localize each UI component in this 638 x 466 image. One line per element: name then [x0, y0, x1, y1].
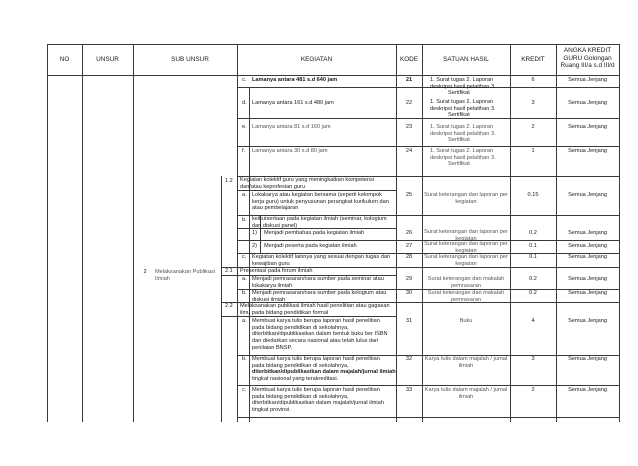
section-2-2-number: 2.2	[225, 303, 233, 309]
section-1-2-b1-kredit: 0.2	[529, 230, 537, 236]
section-2-1-a-kode: 29	[405, 276, 413, 282]
col-divider	[249, 87, 250, 422]
section-2-2-a-letter: a.	[242, 318, 247, 324]
row-kegiatan-c: Lamanya antara 481 s.d 640 jam	[252, 77, 338, 83]
section-1-2-a-letter: a.	[242, 192, 247, 198]
section-2-2-c-satuan: Karya tulis dalam majalah / jurnal ilmiah	[424, 387, 508, 400]
row-kode-c: 21	[405, 77, 413, 83]
section-1-2-a-satuan: Surat keterangan dan laporan per kegiatan	[424, 192, 508, 205]
row-kredit-c: 6	[531, 77, 535, 83]
section-2-1-a-kredit: 0.2	[529, 276, 537, 282]
row-kegiatan-f: Lamanya antara 30 s.d 80 jam	[252, 148, 328, 154]
section-1-2-b1-satuan: Surat keterangan dan laporan per kegiatan	[424, 229, 508, 242]
row-letter-f: f.	[242, 148, 246, 154]
section-2-2-c-text: Membuat karya tulis berupa laporan hasil penelitian pada bidang pendidikan di sekolahnya, diterbitkan/dipublikasikan dalam majalah/jurnal ilmiah tingkat provinsi.	[252, 387, 384, 414]
section-2-2-title: Melaksanakan publikasi ilmiah hasil penelitian atau gagasan ilmu pada bidang pendidikan formal	[240, 303, 390, 316]
section-2-2-a-satuan: Buku	[459, 318, 473, 324]
section-1-2-a-kredit: 0.15	[527, 192, 539, 198]
row-line	[237, 146, 619, 147]
section-2-1-a-satuan: Surat keterangan dan makalah pemrasaran	[427, 276, 505, 289]
row-kredit-e: 2	[531, 124, 535, 130]
section-1-2-b2-jenjang: Semua Jenjang	[568, 243, 607, 249]
section-2-1-b-kode: 30	[405, 290, 413, 296]
section-1-2-b2-kredit: 0.1	[529, 243, 537, 249]
section-2-1-b-text: Menjadi pemrasaran/nara sumber pada kologium atau diskusi ilmiah	[252, 290, 387, 303]
section-1-2-c-text: Kegiatan kolektif lainnya yang sesuai dengan tugas dan kewajiban guru	[252, 254, 391, 267]
row-line	[237, 385, 619, 386]
section-1-2-b-letter: b.	[242, 217, 247, 223]
row-kode-e: 23	[405, 124, 413, 130]
section-2-1-title: Presentasi pada forum ilmiah	[240, 268, 313, 274]
section-1-2-b-text: keikutsertaan pada kegiatan ilmiah (seminar, kologium dan diskusi panel)	[252, 216, 387, 229]
col-divider	[221, 176, 222, 422]
section-2-1-number: 2.1	[225, 268, 233, 274]
section-1-2-b2-satuan: Surat keterangan dan laporan per kegiatan	[424, 241, 508, 254]
section-2-2-b-letter: b.	[242, 356, 247, 362]
row-letter-e: e.	[242, 124, 247, 130]
row-letter-d: d.	[242, 100, 247, 106]
section-1-2-c-letter: c.	[242, 254, 247, 260]
unsur-2-label: Melaksanakan Publikasi Ilmiah	[155, 269, 216, 282]
row-jenjang-d: Semua Jenjang	[568, 100, 607, 106]
row-jenjang-c: Semua Jenjang	[568, 77, 607, 83]
section-2-2-c-kredit: 2	[531, 387, 535, 393]
row-satuan-e: 1. Surat tugas 2. Laporan deskripsi hasil pelatihan 3. Sertifikat	[430, 124, 496, 144]
header-unsur: UNSUR	[96, 56, 119, 63]
row-letter-c: c.	[242, 77, 247, 83]
header-no: NO	[59, 56, 70, 63]
col-border-right	[619, 44, 620, 422]
section-1-2-a-text: Lokakarya atau kegiatan bersama (seperti kelompok kerja guru) untuk penyusunan perangkat kurikulum dan atau pembelajaran	[252, 192, 389, 212]
section-2-1-a-jenjang: Semua Jenjang	[568, 276, 607, 282]
section-1-2-c-kode: 28	[405, 254, 413, 260]
section-2-2-b-kode: 32	[405, 356, 413, 362]
col-divider	[133, 44, 134, 422]
section-1-2-b2-kode: 27	[405, 243, 413, 249]
section-2-1-b-jenjang: Semua Jenjang	[568, 290, 607, 296]
section-1-2-c-kredit: 0.1	[529, 254, 537, 260]
section-2-1-a-letter: a.	[242, 276, 247, 282]
col-border-left	[47, 44, 48, 422]
unsur-2-number: 2	[143, 269, 147, 275]
section-1-2-b1-kode: 26	[405, 230, 413, 236]
col-divider	[237, 44, 238, 422]
row-kredit-f: 1	[531, 148, 535, 154]
section-1-2-b2-num: 2)	[252, 243, 257, 249]
section-1-2-b1-num: 1)	[252, 230, 257, 236]
section-2-1-a-text: Menjadi pemrasaran/nara sumber pada seminar atau lokakarya ilmiah	[252, 276, 384, 289]
row-kegiatan-e: Lamanya antara 81 s.d 160 jam	[252, 124, 331, 130]
section-2-2-a-kode: 31	[405, 318, 413, 324]
section-2-2-c-letter: c.	[242, 387, 247, 393]
header-kode: KODE	[399, 56, 419, 63]
section-1-2-b1-text: Menjadi pembahas pada kegiatan ilmiah	[264, 230, 365, 236]
section-1-2-b1-jenjang: Semua Jenjang	[568, 230, 607, 236]
row-satuan-d: 1. Surat tugas 2. Laporan deskripsi hasil pelatihan 3. Sertifikat	[430, 99, 496, 119]
section-2-2-a-jenjang: Semua Jenjang	[568, 318, 607, 324]
section-2-2-b-kredit: 3	[531, 356, 535, 362]
row-kode-f: 24	[405, 148, 413, 154]
section-2-2-a-text: Membuat karya tulis berupa laporan hasil penelitian pada bidang pendidikan di sekolahnya, diterbitkan/dipublikasikan dalam bentuk buku ber ISBN dan diedarkan secara nasional atau telah lulus dari penilaian BNSP.	[252, 318, 388, 351]
header-sub-unsur: SUB UNSUR	[171, 56, 209, 63]
section-1-2-c-jenjang: Semua Jenjang	[568, 254, 607, 260]
section-1-2-number: 1.2	[225, 178, 233, 184]
col-divider	[82, 44, 83, 422]
section-2-2-b-text: Membuat karya tulis berupa laporan hasil penelitian pada bidang pendidikan di sekolahnya, diterbitkan/dipublikasikan dalam majalah/jurnal ilmiah tingkat nasional yang terakreditasi.	[252, 356, 396, 383]
row-line	[237, 417, 619, 418]
section-2-1-b-letter: b.	[242, 290, 247, 296]
section-2-1-b-kredit: 0.2	[529, 290, 537, 296]
section-2-2-c-kode: 33	[405, 387, 413, 393]
section-1-2-a-kode: 25	[405, 192, 413, 198]
row-satuan-c: 1. Surat tugas 2. Laporan deskripsi hasil pelatihan 3. Sertifikat	[430, 77, 496, 97]
section-2-1-b-satuan: Surat keterangan dan makalah pemrasaran	[427, 290, 505, 303]
section-1-2-c-satuan: Surat keterangan dan laporan per kegiatan	[424, 254, 508, 267]
section-1-2-title: Kegiatan kolektif guru yang meningkatkan kompetensi dan/atau keprofesian guru	[240, 177, 375, 190]
row-kredit-d: 3	[531, 100, 535, 106]
section-1-2-a-jenjang: Semua Jenjang	[568, 192, 607, 198]
header-kegiatan: KEGIATAN	[300, 56, 333, 63]
section-2-2-b-satuan: Karya tulis dalam majalah / jurnal ilmiah	[424, 356, 508, 369]
row-jenjang-f: Semua Jenjang	[568, 148, 607, 154]
section-2-2-b-jenjang: Semua Jenjang	[568, 356, 607, 362]
row-satuan-f: 1. Surat tugas 2. Laporan deskripsi hasil pelatihan 3. Sertifikat	[430, 148, 496, 168]
row-line	[237, 118, 619, 119]
section-2-2-a-kredit: 4	[531, 318, 535, 324]
row-jenjang-e: Semua Jenjang	[568, 124, 607, 130]
row-kode-d: 22	[405, 100, 413, 106]
row-kegiatan-d: Lamanya antara 161 s.d 480 jam	[252, 100, 334, 106]
header-kredit: KREDIT	[521, 56, 545, 63]
section-1-2-b2-text: Menjadi peserta pada kegiatan ilmiah	[264, 243, 357, 249]
row-line	[237, 87, 619, 88]
section-2-2-c-jenjang: Semua Jenjang	[568, 387, 607, 393]
header-satuan-hasil: SATUAN HASIL	[443, 56, 489, 63]
header-angka-kredit: ANGKA KREDIT GURU Golongan Ruang III/a s.d III/d	[560, 47, 615, 69]
